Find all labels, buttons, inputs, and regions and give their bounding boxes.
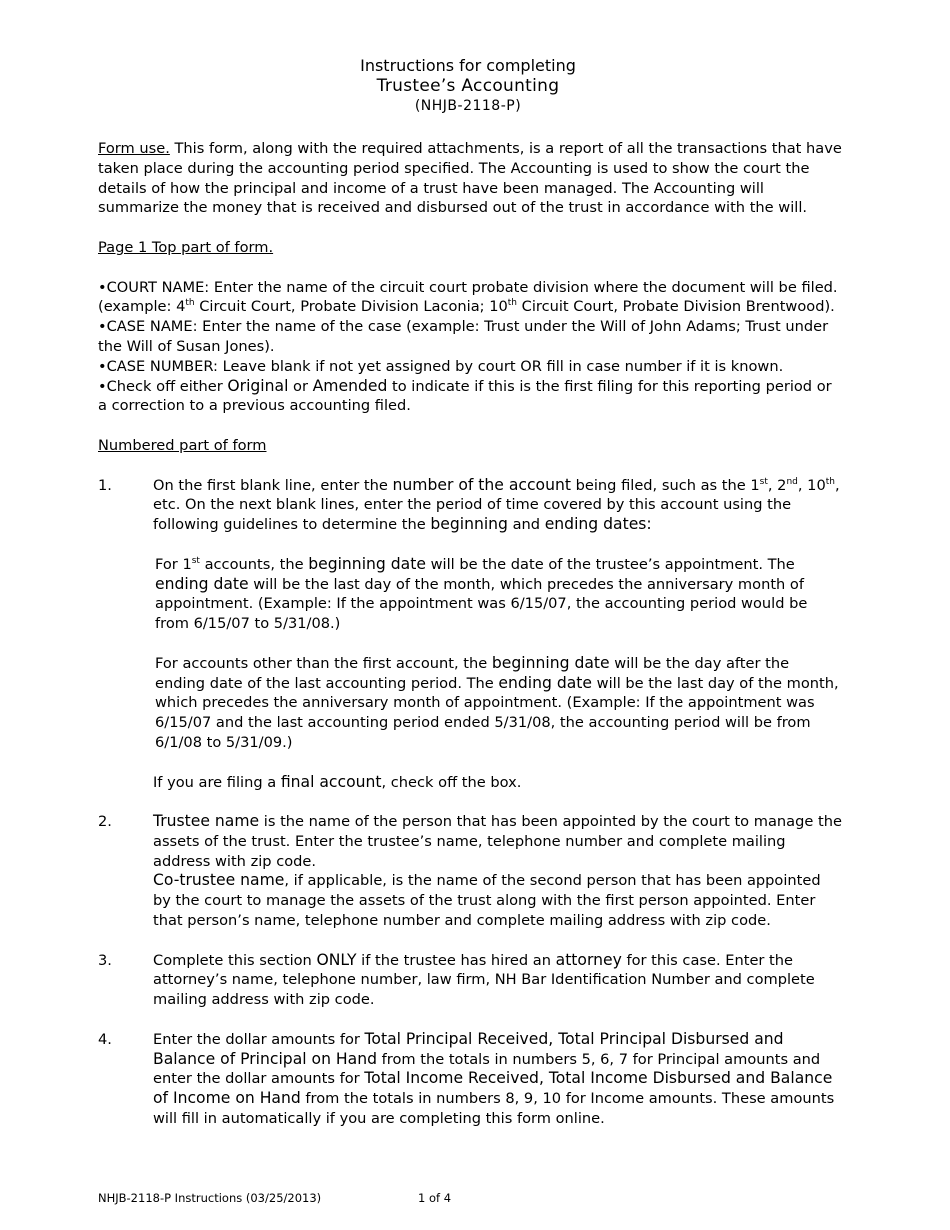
case-name-bullet: •CASE NAME: Enter the name of the case (example: Trust under the Will of John Adams; Trust under the Will of Susan Jones).	[98, 318, 829, 355]
title-line-1: Instructions for completing	[360, 56, 576, 75]
numbered-item-3: 3. Complete this section ONLY if the trustee has hired an attorney for this case. Enter the attorney’s name, telephone number, law firm, NH Bar Identification Number and complete mailing address with zip code.	[98, 950, 815, 1009]
case-name-label: CASE NAME:	[106, 318, 198, 336]
item-number: 3.	[98, 951, 112, 969]
final-account-paragraph: If you are filing a final account, check off the box.	[153, 772, 522, 791]
first-account-paragraph: For 1st accounts, the beginning date will be the date of the trustee’s appointment. The ending date will be the last day of the month, which precedes the anniversary month of appointment. (Example: If the appointment was 6/15/07, the accounting period would be from 6/15/07 to 5/31/08.)	[155, 554, 808, 633]
page1-heading: Page 1 Top part of form.	[98, 238, 274, 256]
numbered-item-1: 1. On the first blank line, enter the number of the account being filed, such as the 1st, 2nd, 10th, etc. On the next blank lines, enter the period of time covered by this account using the following guidelines to determine the beginning and ending dates: For 1st accounts, the beginning date will be the date of the trustee’s appointment. The ending date will be the last day of the month, which precedes the anniversary month of appointment. (Example: If the appointment was 6/15/07, the accounting period would be from 6/15/07 to 5/31/08.) For accounts other than the first account, the beginning date will be the day after the ending date of the last accounting period. The ending date will be the last day of the month, which precedes the anniversary month of appointment. (Example: If the appointment was 6/15/07 and the last accounting period ended 5/31/08, the accounting period will be from 6/1/08 to 5/31/09.) If you are filing a final account, check off the box.	[98, 476, 843, 793]
other-accounts-paragraph: For accounts other than the first account, the beginning date will be the day after the ending date of the last accounting period. The ending date will be the last day of the month, which precedes the anniversary month of appointment. (Example: If the appointment was 6/15/07 and the last accounting period ended 5/31/08, the accounting period will be from 6/1/08 to 5/31/09.)	[155, 653, 839, 751]
page-number: 1 of 4	[418, 1191, 452, 1205]
original-amended-bullet: •Check off either Original or Amended to indicate if this is the first filing for this reporting period or a correction to a previous accounting filed.	[98, 376, 832, 415]
case-number-label: CASE NUMBER:	[106, 357, 218, 375]
item-number: 2.	[98, 813, 112, 831]
court-name-bullet: •COURT NAME: Enter the name of the circuit court probate division where the document will be filed. (example: 4th Circuit Court, Probate Division Laconia; 10th Circuit Court, Probate Division Brentwood).	[98, 278, 838, 316]
form-use-text: This form, along with the required attachments, is a report of all the transactions that have taken place during the accounting period specified. The Accounting is used to show the court the details of how the principal and income of a trust have been managed. The Accounting will summarize the money that is received and disbursed out of the trust in accordance with the will.	[98, 140, 842, 217]
page-footer	[98, 1190, 798, 1206]
numbered-heading: Numbered part of form	[98, 436, 267, 454]
numbered-item-4: 4. Enter the dollar amounts for Total Principal Received, Total Principal Disbursed and Balance of Principal on Hand from the totals in numbers 5, 6, 7 for Principal amounts and enter the dollar amounts for Total Income Received, Total Income Disbursed and Balance of Income on Hand from the totals in numbers 8, 9, 10 for Income amounts. These amounts will fill in automatically if you are completing this form online.	[98, 1029, 835, 1128]
item-number: 4.	[98, 1030, 112, 1048]
case-number-bullet: •CASE NUMBER: Leave blank if not yet assigned by court OR fill in case number if it is known.	[98, 357, 784, 375]
numbered-item-2: 2. Trustee name is the name of the person that has been appointed by the court to manage the assets of the trust. Enter the trustee’s name, telephone number and complete mailing address with zip code. Co-trustee name, if applicable, is the name of the second person that has been appointed by the court to manage the assets of the trust along with the first person appointed. Enter that person’s name, telephone number and complete mailing address with zip code.	[98, 812, 842, 930]
form-use-paragraph	[98, 139, 843, 218]
document-title	[0, 56, 936, 116]
item-number: 1.	[98, 476, 112, 494]
form-use-heading: Form use.	[98, 140, 170, 157]
form-number: (NHJB-2118-P)	[414, 98, 522, 114]
footer-form-id: NHJB-2118-P Instructions (03/25/2013)	[98, 1191, 322, 1205]
document-body	[98, 139, 843, 1129]
court-name-label: COURT NAME:	[106, 278, 210, 296]
title-line-2: Trustee’s Accounting	[376, 76, 560, 96]
